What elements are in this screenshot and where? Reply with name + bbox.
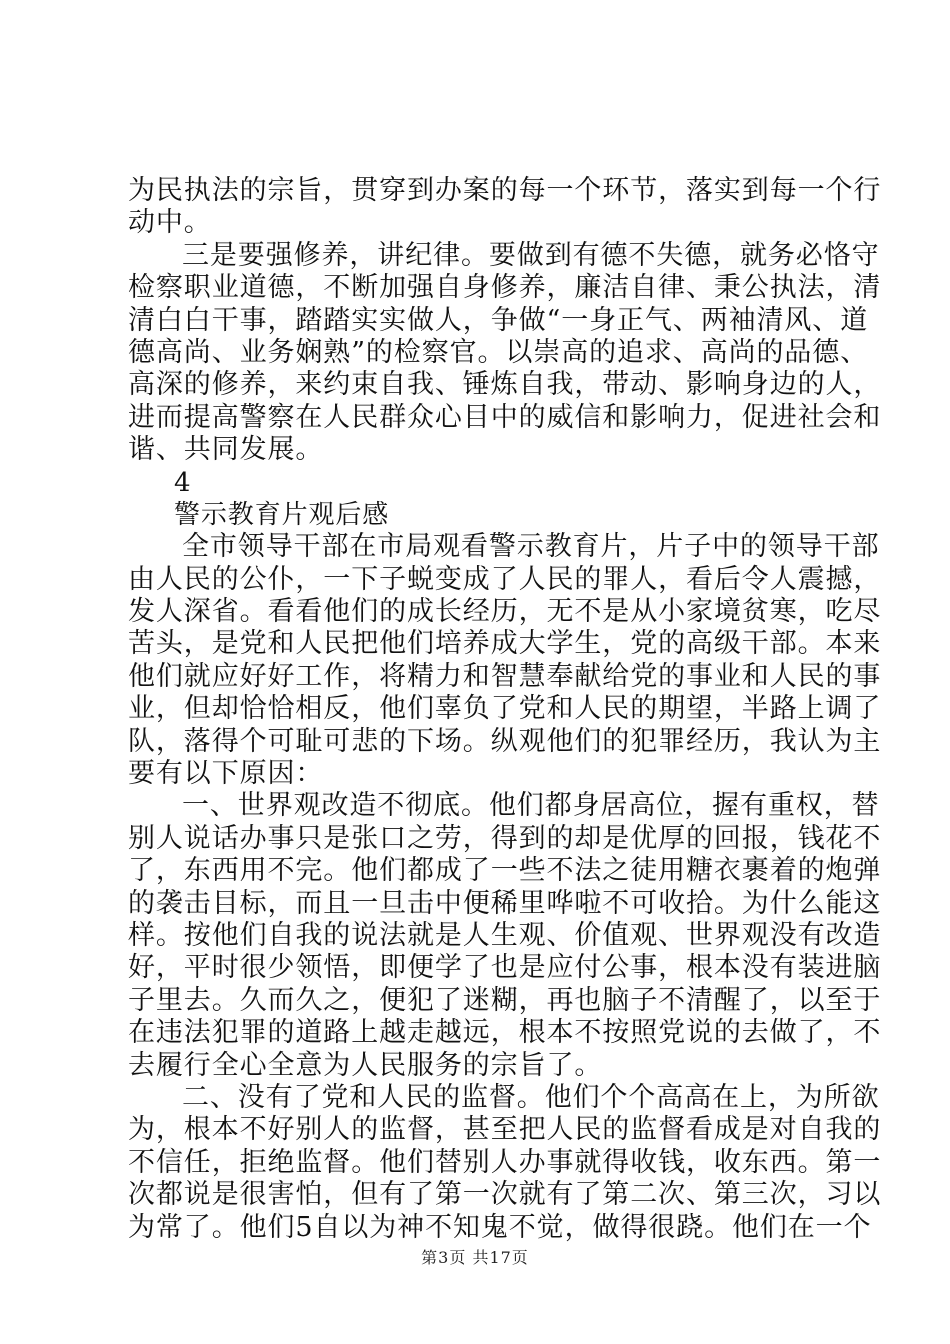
text-line: 为，根本不好别人的监督，甚至把人民的监督看成是对自我的	[128, 1114, 882, 1146]
text-line: 检察职业道德，不断加强自身修养，廉洁自律、秉公执法，清	[128, 272, 882, 304]
text-line: 了，东西用不完。他们都成了一些不法之徒用糖衣裹着的炮弹	[128, 855, 882, 887]
text-line: 一、世界观改造不彻底。他们都身居高位，握有重权，替	[182, 790, 880, 822]
text-line: 苦头，是党和人民把他们培养成大学生，党的高级干部。本来	[128, 628, 882, 660]
section-title: 警示教育片观后感	[174, 499, 390, 530]
document-body	[128, 175, 882, 1244]
text-line: 队，落得个可耻可悲的下场。纵观他们的犯罪经历，我认为主	[128, 725, 882, 757]
text-line: 好，平时很少领悟，即便学了也是应付公事，根本没有装进脑	[128, 952, 882, 984]
text-line: 的袭击目标，而且一旦击中便稀里哗啦不可收拾。为什么能这	[128, 887, 882, 919]
text-line: 动中。	[128, 207, 212, 239]
text-line: 由人民的公仆，一下子蜕变成了人民的罪人，看后令人震撼，	[128, 563, 882, 595]
text-line: 不信任，拒绝监督。他们替别人办事就得收钱，收东西。第一	[128, 1146, 882, 1178]
text-line: 德高尚、业务娴熟”的检察官。以崇高的追求、高尚的品德、	[128, 336, 869, 368]
text-line: 全市领导干部在市局观看警示教育片，片子中的领导干部	[182, 531, 880, 563]
text-line: 去履行全心全意为人民服务的宗旨了。	[128, 1049, 603, 1081]
text-line: 别人说话办事只是张口之劳，得到的却是优厚的回报，钱花不	[128, 822, 882, 854]
text-line: 子里去。久而久之，便犯了迷糊，再也脑子不清醒了，以至于	[128, 984, 882, 1016]
text-line: 要有以下原因：	[128, 758, 324, 790]
text-line: 为民执法的宗旨，贯穿到办案的每一个环节，落实到每一个行	[128, 175, 882, 206]
page-indicator: 第3页 共17页	[421, 1248, 529, 1267]
text-line: 他们就应好好工作，将精力和智慧奉献给党的事业和人民的事	[128, 660, 882, 692]
text-line: 样。按他们自我的说法就是人生观、价值观、世界观没有改造	[128, 919, 882, 951]
text-line: 二、没有了党和人民的监督。他们个个高高在上，为所欲	[182, 1081, 880, 1113]
text-line: 为常了。他们5自以为神不知鬼不觉，做得很跷。他们在一个	[128, 1211, 872, 1243]
text-line: 业，但却恰恰相反，他们辜负了党和人民的期望，半路上调了	[128, 693, 882, 725]
text-line: 高深的修养，来约束自我、锤炼自我，带动、影响身边的人，	[128, 369, 882, 401]
text-line: 清白白干事，踏踏实实做人，争做“一身正气、两袖清风、道	[128, 304, 869, 336]
text-line: 次都说是很害怕，但有了第一次就有了第二次、第三次，习以	[128, 1179, 882, 1211]
text-line: 在违法犯罪的道路上越走越远，根本不按照党说的去做了，不	[128, 1017, 882, 1049]
text-line: 进而提高警察在人民群众心目中的威信和影响力，促进社会和	[128, 401, 882, 433]
text-line: 谐、共同发展。	[128, 434, 324, 466]
text-line: 发人深省。看看他们的成长经历，无不是从小家境贫寒，吃尽	[128, 596, 882, 628]
section-number: 4	[174, 467, 192, 498]
text-line: 三是要强修养，讲纪律。要做到有德不失德，就务必恪守	[182, 239, 880, 271]
